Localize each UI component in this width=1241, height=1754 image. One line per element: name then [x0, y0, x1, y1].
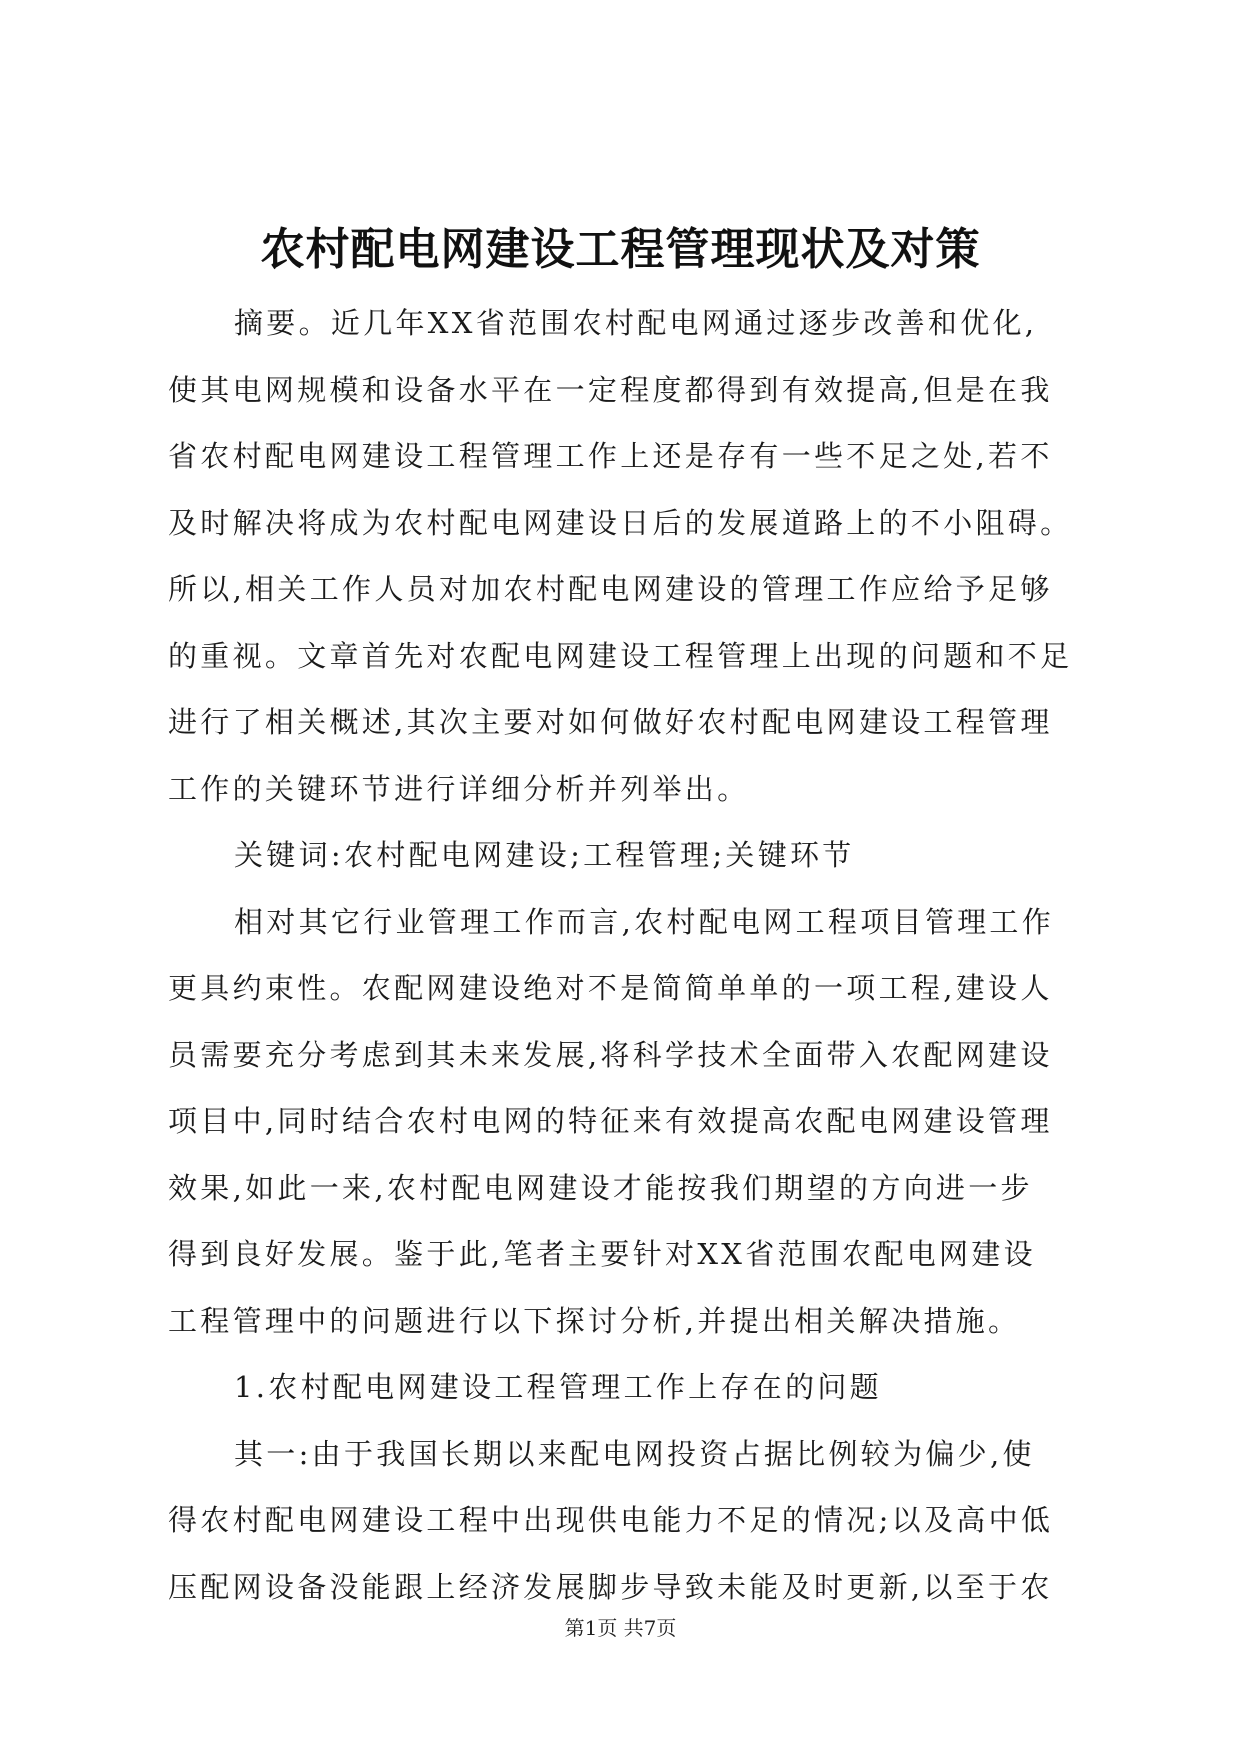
- text-line: 其一:由于我国长期以来配电网投资占据比例较为偏少,使: [234, 1436, 1035, 1471]
- document-body: [168, 290, 1080, 1620]
- keywords-line: 关键词:农村配电网建设;工程管理;关键环节: [234, 838, 855, 872]
- text-line: 员需要充分考虑到其未来发展,将科学技术全面带入农配网建设: [168, 1037, 1053, 1072]
- text-line: 更具约束性。农配网建设绝对不是简简单单的一项工程,建设人: [168, 971, 1053, 1005]
- text-line: 相对其它行业管理工作而言,农村配电网工程项目管理工作: [234, 904, 1055, 939]
- document-title: 农村配电网建设工程管理现状及对策: [260, 224, 981, 275]
- text-line: 摘要。近几年XX省范围农村配电网通过逐步改善和优化,: [234, 306, 1038, 340]
- text-line: 的重视。文章首先对农配电网建设工程管理上出现的问题和不足: [168, 638, 1073, 673]
- text-line: 所以,相关工作人员对加农村配电网建设的管理工作应给予足够: [168, 572, 1053, 606]
- text-line: 省农村配电网建设工程管理工作上还是存有一些不足之处,若不: [168, 439, 1053, 473]
- text-line: 项目中,同时结合农村电网的特征来有效提高农配电网建设管理: [168, 1104, 1053, 1138]
- text-line: 得到良好发展。鉴于此,笔者主要针对XX省范围农配电网建设: [168, 1237, 1036, 1271]
- text-line: 工程管理中的问题进行以下探讨分析,并提出相关解决措施。: [168, 1303, 1021, 1338]
- section-heading: 1.农村配电网建设工程管理工作上存在的问题: [234, 1370, 882, 1404]
- text-line: 使其电网规模和设备水平在一定程度都得到有效提高,但是在我: [168, 372, 1053, 407]
- text-line: 压配网设备没能跟上经济发展脚步导致未能及时更新,以至于农: [168, 1569, 1053, 1604]
- text-line: 效果,如此一来,农村配电网建设才能按我们期望的方向进一步: [168, 1170, 1033, 1205]
- text-line: 得农村配电网建设工程中出现供电能力不足的情况;以及高中低: [168, 1503, 1054, 1537]
- page-footer: 第1页 共7页: [564, 1616, 677, 1640]
- text-line: 工作的关键环节进行详细分析并列举出。: [168, 771, 750, 806]
- text-line: 及时解决将成为农村配电网建设日后的发展道路上的不小阻碍。: [168, 505, 1073, 540]
- text-line: 进行了相关概述,其次主要对如何做好农村配电网建设工程管理: [168, 705, 1053, 739]
